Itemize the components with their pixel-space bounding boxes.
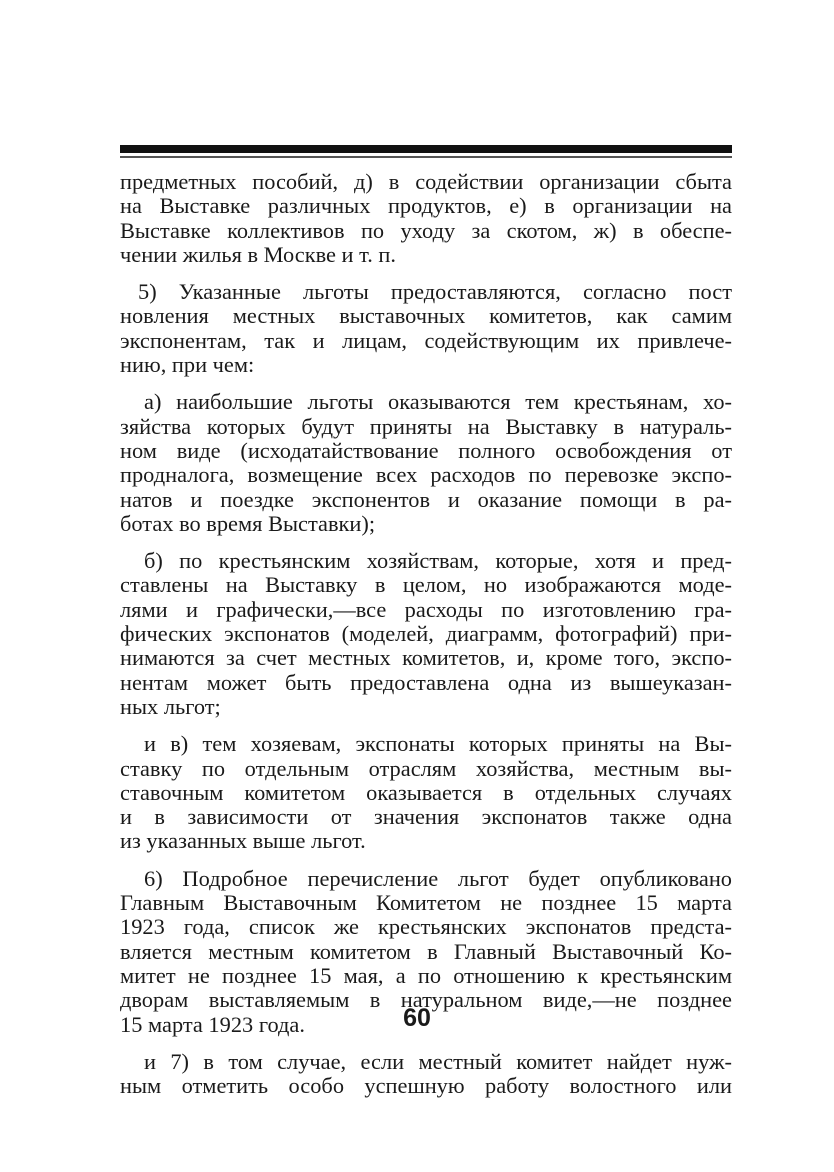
paragraph-5b-cont bbox=[120, 573, 732, 719]
text-line: продналога, возмещение всех расходов по перевозке экспо- bbox=[120, 462, 732, 488]
header-rule bbox=[120, 145, 732, 153]
text-line: ставку по отдельным отраслям хозяйства, местным вы- bbox=[120, 755, 732, 781]
body-text bbox=[120, 170, 732, 1098]
text-line: а) наибольшие льготы оказываются тем крестьянам, хо- bbox=[144, 389, 732, 415]
text-line: дворам выставляемым в натуральном виде,—не позднее bbox=[120, 987, 732, 1013]
text-line: экспонентам, так и лицам, содействующим их привлече- bbox=[120, 327, 732, 353]
paragraph-continued bbox=[120, 170, 732, 267]
paragraph-5-cont bbox=[120, 304, 732, 377]
paragraph-6 bbox=[120, 867, 732, 891]
text-line: нентам может быть предоставлена одна из вышеуказан- bbox=[120, 669, 732, 695]
text-line: натов и поездке экспонентов и оказание помощи в ра- bbox=[120, 486, 732, 512]
text-line: ботах во время Выставки); bbox=[120, 510, 376, 536]
text-line: новления местных выставочных комитетов, как самим bbox=[120, 303, 732, 329]
text-line: зяйства которых будут приняты на Выставку в натураль- bbox=[120, 413, 732, 439]
text-line: и в) тем хозяевам, экспонаты которых приняты на Вы- bbox=[144, 731, 732, 757]
text-line: 6) Подробное перечисление льгот будет опубликовано bbox=[144, 865, 732, 891]
paragraph-7-cont bbox=[120, 1074, 732, 1098]
text-line: Главным Выставочным Комитетом не позднее 15 марта bbox=[120, 890, 732, 916]
paragraph-5a-cont bbox=[120, 415, 732, 536]
header-rule-thin bbox=[120, 156, 732, 158]
text-line: вляется местным комитетом в Главный Выставочный Ко- bbox=[120, 938, 732, 964]
text-line: и 7) в том случае, если местный комитет найдет нуж- bbox=[144, 1048, 732, 1074]
text-line: нию, при чем: bbox=[120, 352, 255, 378]
text-line: нимаются за счет местных комитетов, и, кроме того, экспо- bbox=[120, 645, 732, 671]
text-line: 1923 года, список же крестьянских экспонатов предста- bbox=[120, 914, 732, 940]
page-number: 60 bbox=[403, 1004, 431, 1032]
text-line: предметных пособий, д) в содействии организации сбыта bbox=[120, 169, 732, 194]
paragraph-5c bbox=[120, 732, 732, 756]
text-line: 5) Указанные льготы предоставляются, согласно пост bbox=[138, 279, 732, 305]
text-line: Выставке коллективов по уходу за скотом, ж) в обеспе- bbox=[120, 217, 732, 243]
paragraph-5a bbox=[120, 390, 732, 414]
paragraph-5 bbox=[120, 280, 732, 304]
text-line: митет не позднее 15 мая, а по отношению к крестьянским bbox=[120, 962, 732, 988]
text-line: на Выставке различных продуктов, е) в организации на bbox=[120, 193, 732, 219]
text-line: ном виде (исходатайствование полного освобождения от bbox=[120, 437, 732, 463]
paragraph-5c-cont bbox=[120, 757, 732, 854]
text-line: чении жилья в Москве и т. п. bbox=[120, 241, 397, 267]
text-line: б) по крестьянским хозяйствам, которые, хотя и пред- bbox=[144, 548, 732, 574]
paragraph-7 bbox=[120, 1050, 732, 1074]
text-line: фических экспонатов (моделей, диаграмм, фотографий) при- bbox=[120, 621, 732, 647]
text-line: ным отметить особо успешную работу волостного или bbox=[120, 1073, 732, 1099]
text-line: ставочным комитетом оказывается в отдельных случаях bbox=[120, 779, 732, 805]
text-line: ных льгот; bbox=[120, 693, 221, 719]
text-line: ставлены на Выставку в целом, но изображаются моде- bbox=[120, 572, 732, 598]
text-line: лями и графически,—все расходы по изготовлению гра- bbox=[120, 596, 732, 622]
text-line: из указанных выше льгот. bbox=[120, 828, 366, 854]
text-line: 15 марта 1923 года. bbox=[120, 1011, 305, 1037]
paragraph-5b bbox=[120, 549, 732, 573]
text-line: и в зависимости от значения экспонатов также одна bbox=[120, 804, 732, 830]
